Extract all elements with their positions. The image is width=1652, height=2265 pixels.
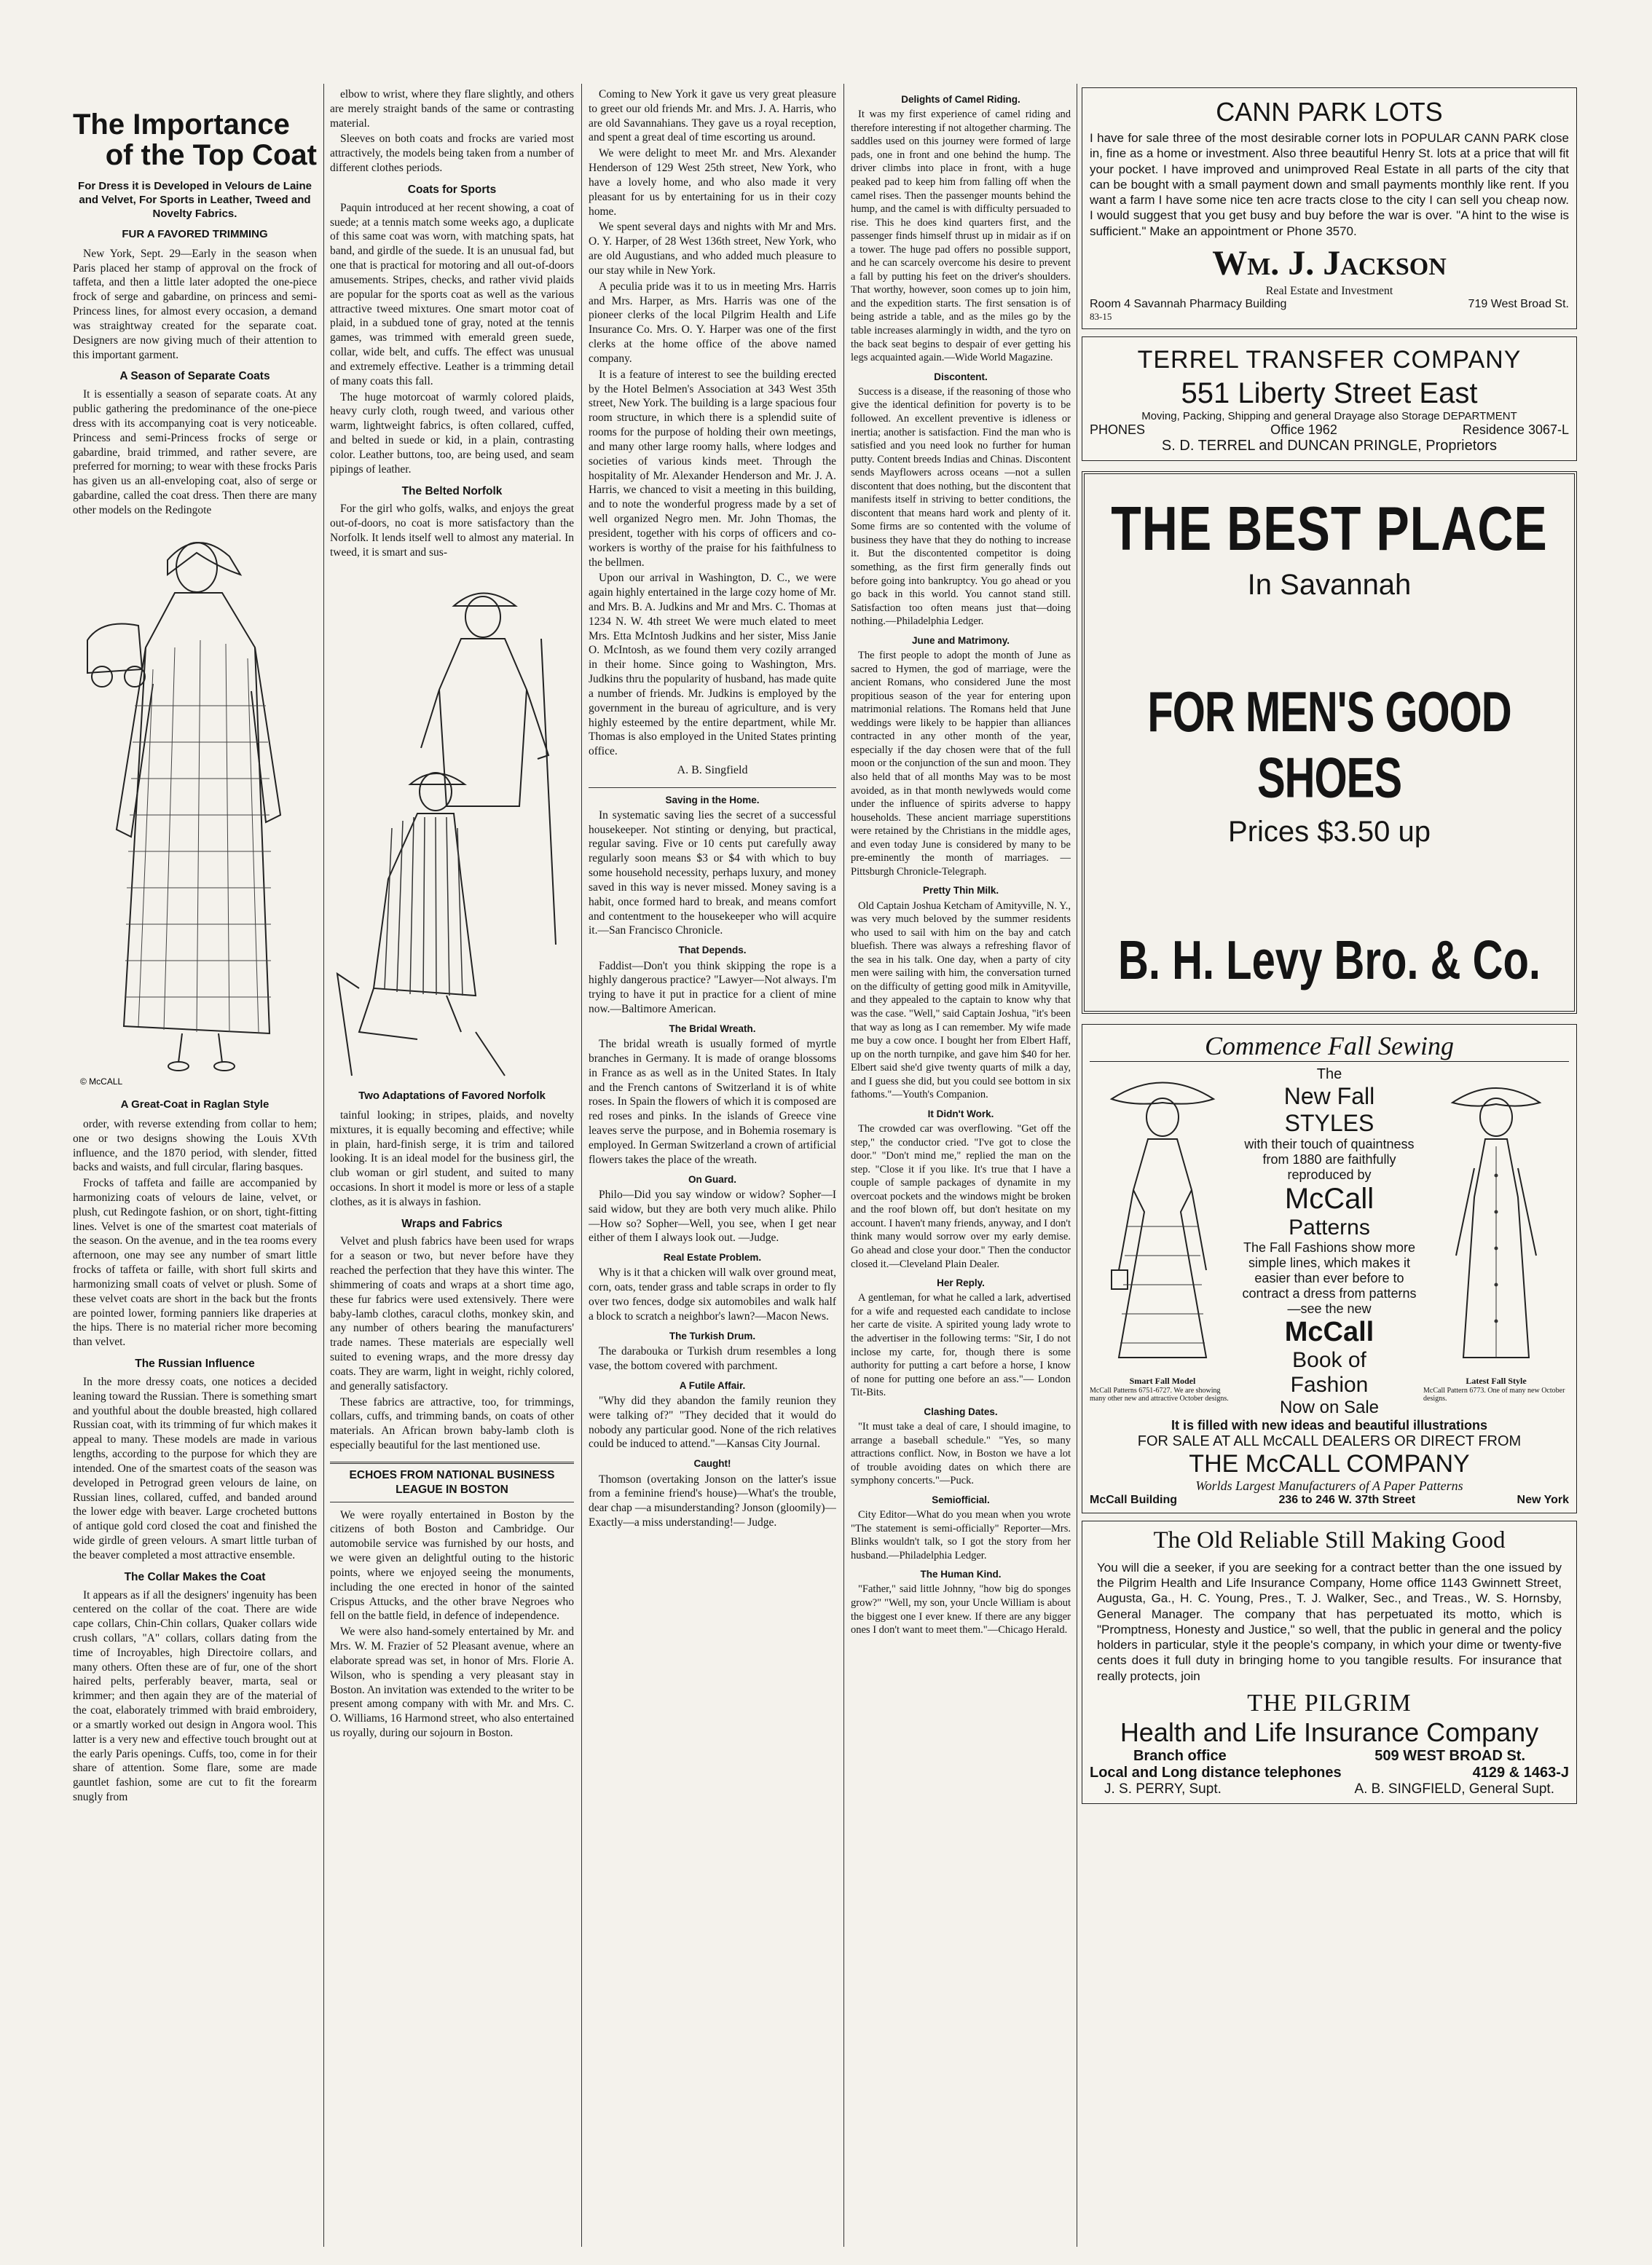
paragraph: The bridal wreath is usually formed of myrtle branches in Germany. It is made of orange blossoms in France as as well as in the United States. In Italy and the French cantons of Switzerland it is of white roses. In Spain the flowers of which it is composed are red roses and pinks. In the islands of Greece vine leaves serve the purpose, and in Bohemia rosemary is employed. In German Switzerland a crown of artificial flowers takes the place of the wreath. <box>589 1038 836 1166</box>
company-tagline: Worlds Largest Manufacturers of A Paper Patterns <box>1195 1478 1463 1493</box>
paragraph: Frocks of taffeta and faille are accompanied by harmonizing coats of velours de laine, velvet, or plush, cut Redingote fashion, or on short, tight-fitting lines. Velvet is one of the smartest coat materials of the season. On the avenue, and in the tea rooms every afternoon, one may see any number of smart little frocks of taffeta or faille, with short full skirts and harmonizing small coats of velvet or plush. Some of these velvet coats are short in the back but the fronts are pointed lower, forming panniers like draperies at the hips. There is no material richer more becoming than velvet. <box>73 1177 317 1349</box>
paragraph: It was my first experience of camel riding and therefore interesting if not altogether charming. The saddles used on this journey were formed of large pads, one in front and one behind the hump. The driver climbs into place in front, with a huge peaked pad to keep him from falling off when the camel rises. Then the passenger mounts behind the hump, and the camel is with difficulty persuaded to rise. This he does kind quarters first, and the passenger finds himself thrust up in midair as if on a tower. The huge pad offers no possible support, and he can scarcely overcome his desire to prevent a fall by putting his feet on the driver's shoulders. That worthy, however, soon comes up to join him, and the expedition starts. The first sensation is of being astride a table, and as the miles go by the table increases alarmingly in width, and the tyro on the back seat begins to despair of ever getting his legs acquainted again.—Wide World Magazine. <box>851 109 1071 364</box>
ads-column <box>1082 87 1577 1811</box>
ad-line: The Fall Fashions show more simple lines, which makes it easier than ever before to contract a dress from patterns—see the new <box>1242 1240 1417 1316</box>
company-city: New York <box>1517 1493 1569 1506</box>
section-heading: Semiofficial. <box>932 1494 990 1505</box>
ad-line: Now on Sale <box>1279 1397 1380 1417</box>
section-heading: Discontent. <box>934 371 988 382</box>
divider <box>589 787 836 788</box>
ad-line: McCall <box>1284 1182 1374 1215</box>
ad-body: You will die a seeker, if you are seeking for a contract better than the one issued by the Pilgrim Health and Life Insurance Company, Home office 1143 Gwinnett Street, Augusta, Ga., H. C. Young, Pres., T. J. Walker, Sec., and Treas., W. S. Hornsby, General Manager. The company that has perpetuated its motto, which is "Promptness, Honesty and Justice," so well, that the public in general and the policy holders in particular, style it the people's company, in which your dime or twenty-five cents does it full duty in bringing home to you tangible results. For insurance that really protects, join <box>1097 1560 1562 1683</box>
advertiser-name: B. H. Levy Bro. & Co. <box>1117 929 1541 991</box>
section-heading: A Futile Affair. <box>679 1379 746 1391</box>
paragraph: We were royally entertained in Boston by the citizens of both Boston and Cambridge. Our automobile service was furnished by our hosts, and we were given an delightful outing to the historic points, where we enjoyed seeing the monuments, including the one erected in honor of the sainted Crispus Attucks, and the other brave Negroes who fell on the battle field, in defence of independence. <box>330 1508 574 1623</box>
column-rule <box>581 84 582 2247</box>
figure-caption: Two Adaptations of Favored Norfolk <box>358 1089 546 1102</box>
phone-numbers: 4129 & 1463-J <box>1472 1764 1569 1781</box>
paragraph: It appears as if all the designers' ingenuity has been centered on the collar of the coat. There are wide cape collars, Chin-Chin collars, Quaker collars wide crush collars, "A" collars, collars dating from the time of Incroyables, high Directoire collars, and many others. Often these are of fur, one of the short haired pelts, perferably beaver, marta, seal or krimmer; and then again they are of the material of the coat, elaborately trimmed with braid embroidery, or a smartly worked out design in Angora wool. This latter is a very new and effective touch brought out at the early Paris openings. Cuffs, too, come in for their share of attention. Some flare, some are made gauntlet fashion, some are cut to fit the forearm snugly from <box>73 1588 317 1804</box>
signature: A. B. Singfield <box>677 764 748 777</box>
norfolk-illustration <box>330 566 574 1083</box>
section-heading: Wraps and Fabrics <box>401 1217 503 1230</box>
ad-line: Patterns <box>1289 1215 1370 1240</box>
branch-label: Branch office <box>1133 1747 1227 1764</box>
paragraph: "Why did they abandon the family reunion they were talking of?" "They decided that it would do nobody any particular good. None of the rich relatives could be induced to attend."—Kansas City Journal. <box>589 1394 836 1451</box>
paragraph: A gentleman, for what he called a lark, advertised for a wife and requested each candidate to inclose her carte de visite. A spirited young lady wrote to the advertiser in the following terms: "Sir, I do not inclose my carte, for, though there is some authority for putting a cart before a horse, I know of none for putting one before an ass."— London Tit-Bits. <box>851 1292 1071 1399</box>
paragraph: We were delight to meet Mr. and Mrs. Alexander Henderson of 129 West 25th street, New York, who have a lovely home, and who also made it very pleasant for us by entertaining for us in their cozy home. <box>589 147 836 218</box>
ad-line: Book of <box>1292 1347 1366 1372</box>
figure-caption: Latest Fall Style <box>1466 1375 1527 1386</box>
ad-line: Fashion <box>1290 1372 1369 1397</box>
section-heading: The Bridal Wreath. <box>669 1023 756 1034</box>
ad-line: The <box>1316 1065 1342 1082</box>
ad-title: Commence Fall Sewing <box>1090 1031 1569 1062</box>
paragraph: tainful looking; in stripes, plaids, and novelty mixtures, it is equally becoming and effective; while in plain, hard-finish serge, it is trim and tailored looking. It is an ideal model for the business girl, the club woman or girl student, and suited to many occasions. In short it model is more or less of a staple clothes, as it is always in fashion. <box>330 1108 574 1208</box>
ad-subheadline: In Savannah <box>1247 568 1412 601</box>
section-heading: Real Estate Problem. <box>663 1252 762 1264</box>
paragraph: It is a feature of interest to see the building erected by the Hotel Belmen's Association at 343 West 35th street, New York. The building is a large spacious four room structure, in which there is a splendid suite of rooms for the purpose of holding their own meetings, and many other large roomy halls, where lodges and societies of various kinds meet. Through the hospitality of Mr. Alexander Henderson and Mr. J. A. Harris, we chanced to visit a meeting in this building, and to note the wonderful progress made by a set of well organized Negro men. Mr. John Thomas, the president, together with his corps of officers and co-workers is worthy of the praise for his faithfulness to the bellmen. <box>589 368 836 569</box>
company-street: 236 to 246 W. 37th Street <box>1278 1493 1416 1506</box>
column-3 <box>589 87 836 2243</box>
paragraph: Philo—Did you say window or widow? Sopher—I said widow, but they are both very much alike. Philo—How so? Sopher—Well, you see, when I get near either of them I always look out. —Judge. <box>589 1188 836 1245</box>
section-heading: Saving in the Home. <box>665 794 760 805</box>
fashion-figure-right <box>1423 1066 1569 1372</box>
ad-title: TERREL TRANSFER COMPANY <box>1137 345 1522 374</box>
ad-title: CANN PARK LOTS <box>1216 97 1443 127</box>
figure-caption: Smart Fall Model <box>1129 1375 1196 1386</box>
ad-line: FOR SALE AT ALL McCALL DEALERS OR DIRECT FROM <box>1137 1433 1522 1449</box>
section-heading: Pretty Thin Milk. <box>922 885 999 897</box>
column-rule <box>843 84 844 2247</box>
paragraph: order, with reverse extending from collar to hem; one or two designs showing the Louis XVth influence, and the 1870 period, with slender, fitted backs and waists, and full circular, flaring basques. <box>73 1117 317 1174</box>
headline-subdeck: FUR A FAVORED TRIMMING <box>122 227 268 240</box>
column-2 <box>330 87 574 2243</box>
section-heading: It Didn't Work. <box>927 1108 994 1119</box>
figure-note: McCall Pattern 6773. One of many new October designs. <box>1423 1386 1565 1403</box>
paragraph: The huge motorcoat of warmly colored plaids, heavy curly cloth, rough tweed, and various other warm, lightweight fabrics, is often collared, cuffed, and belted in suede or kid, in a plain, contrasting color. Leather buttons, too, are being used, and seam pipings of leather. <box>330 390 574 476</box>
paragraph: New York, Sept. 29—Early in the season when Paris placed her stamp of approval on the frock of taffeta, and then a little later adopted the one-piece frock of serge and gabardine, on princess and semi-Princess lines, for almost every occasion, a demand was straightway created for the separate coat. Designers are now giving much of their attention to this important garment. <box>73 247 317 361</box>
section-heading: The Human Kind. <box>920 1569 1002 1580</box>
ad-line: STYLES <box>1284 1109 1374 1136</box>
company-name: THE PILGRIM <box>1247 1689 1412 1717</box>
paragraph: Coming to New York it gave us very great pleasure to greet our old friends Mr. and Mrs. J. A. Harris, who are old Savannahians. They gave us a royal reception, and spent a great deal of time escorting us around. <box>589 88 836 144</box>
section-heading: Clashing Dates. <box>924 1406 998 1417</box>
article-headline: ECHOES FROM NATIONAL BUSINESS LEAGUE IN BOSTON <box>330 1462 574 1502</box>
section-heading: Delights of Camel Riding. <box>901 94 1020 105</box>
branch-address: 509 WEST BROAD St. <box>1374 1747 1525 1764</box>
terrel-transfer-ad <box>1082 336 1577 461</box>
mccall-ad <box>1082 1024 1577 1513</box>
paragraph: Paquin introduced at her recent showing, a coat of suede; at a tennis match some weeks ago, a duplicate of this same coat was worn, with matching spats, hat band, and girdle of the suede. It is an unusual fad, but one that is practical for motoring and all out-of-doors amusements. Stripes, checks, and rather vivid plaids are popular for the sports coat as well as the various attractive tweed mixtures. One smart motor coat of plaid, in a subdued tone of gray, noted at the tennis games, was trimmed with emerald green suede, collar, wide belt, and cuffs. The effect was unusual and extremely effective. Leather is a trimming detail of many coats this fall. <box>330 201 574 387</box>
headline-deck: For Dress it is Developed in Velours de Laine and Velvet, For Sports in Leather, Tweed and Novelty Fabrics. <box>78 180 312 221</box>
ad-line: with their touch of quaintness from 1880 are faithfully reproduced by <box>1244 1136 1415 1182</box>
paragraph: The first people to adopt the month of June as sacred to Hymen, the god of marriage, were the ancient Romans, who considered June the most propitious season of the year for entering upon matrimonial relations. The Romans held that June weddings were likely to be happier than alliances contracted in any other month of the year, especially if the day chosen were that of the full moon or the conjunction of the sun and moon. They also held that of all months May was to be most avoided, as in that month newlyweds would come under the influence of spirits adverse to happy households. These ancient marriage superstitions were retained by the Christians in the middle ages, and even today June is considered by many to be pre-eminently the month of marriages. — Pittsburgh Chronicle-Telegraph. <box>851 650 1071 878</box>
ad-address: 551 Liberty Street East <box>1181 377 1478 409</box>
levy-shoes-ad <box>1082 471 1577 1014</box>
ad-subtitle: Real Estate and Investment <box>1265 284 1393 297</box>
section-heading: June and Matrimony. <box>911 634 1010 646</box>
headline-line2: of the Top Coat <box>105 139 317 171</box>
column-rule <box>323 84 324 2247</box>
office-phone: Office 1962 <box>1270 422 1337 437</box>
superintendent: J. S. PERRY, Supt. <box>1104 1781 1222 1797</box>
paragraph: For the girl who golfs, walks, and enjoys the great out-of-doors, no coat is more satisfactory than the Norfolk. It lends itself well to almost any material. In tweed, it is smart and sus- <box>330 503 574 559</box>
company-name-line2: Health and Life Insurance Company <box>1120 1717 1539 1747</box>
coat-illustration <box>73 524 317 1092</box>
paragraph: Faddist—Don't you think skipping the rope is a highly dangerous practice? "Lawyer—Not always. I'm trying to have it put in practice for a client of mine now.—Baltimore American. <box>589 959 836 1016</box>
paragraph: "Father," said little Johnny, "how big do sponges grow?" "Well, my son, your Uncle William is about the biggest one I ever knew. If there are any bigger ones I don't want to meet them."—Chicago Herald. <box>851 1583 1071 1636</box>
paragraph: elbow to wrist, where they flare slightly, and others are merely straight bands of the same or contrasting material. <box>330 88 574 130</box>
ad-title: The Old Reliable Still Making Good <box>1153 1527 1506 1553</box>
section-heading: A Season of Separate Coats <box>119 370 270 383</box>
section-heading: Caught! <box>693 1458 731 1470</box>
phones-label: PHONES <box>1090 422 1146 437</box>
figure-note: McCall Patterns 6751-6727. We are showing many other new and attractive October designs. <box>1090 1386 1229 1403</box>
pilgrim-insurance-ad <box>1082 1521 1577 1804</box>
paragraph: Success is a disease, if the reasoning of those who give the identical definition for poverty is to be followed. An excellent preventive is idleness or inertia; another is satisfaction. Find the man who is satisfied and you need look no further for human putty. Content breeds Indias and Chinas. Discontent sends Mayflowers across oceans —not a sullen discontent that does nothing, but the discontent that manifests itself in striving to better conditions, the discontent that means hard work and plenty of it. Some firms are so contented with the volume of business they have that they do nothing to increase it. But the discontented competitor is doing something, as the first firm generally finds out before going into bankruptcy. You go ahead or you go back in this world. You cannot stand still. Satisfaction too often means just that—doing nothing.—Philadelphia Ledger. <box>851 385 1071 628</box>
section-heading: The Russian Influence <box>135 1358 255 1371</box>
paragraph: In the more dressy coats, one notices a decided leaning toward the Russian. There is something smart and youthful about the double breasted, high collared Russian coat, with its trimming of fur which makes it appeal to many. These models are made in various lengths, according to the purpose for which they are intended. One of the smartest coats of the season was developed in Petrograd green velours de laine, on Russian lines, collared, cuffed, and banded around the lower edge with beaver. Large crocheted buttons of antique gold cord closed the coat and finished the wide girdle of green velours. A smart little turban of the beaver completed a most attractive ensemble. <box>73 1375 317 1561</box>
fig-credit: © McCALL <box>80 1076 123 1087</box>
phones-label: Local and Long distance telephones <box>1090 1764 1342 1781</box>
section-heading: On Guard. <box>688 1173 736 1185</box>
ad-line: McCall <box>1284 1316 1374 1347</box>
paragraph: Sleeves on both coats and frocks are varied most attractively, the models being taken from a number of different clothes periods. <box>330 133 574 175</box>
ad-proprietors: S. D. TERREL and DUNCAN PRINGLE, Proprietors <box>1161 437 1498 454</box>
section-heading: The Turkish Drum. <box>669 1330 756 1342</box>
ad-line: New Fall <box>1283 1082 1375 1109</box>
company-name: THE McCALL COMPANY <box>1189 1449 1470 1478</box>
paragraph: The darabouka or Turkish drum resembles a long vase, the bottom covered with parchment. <box>589 1345 836 1372</box>
section-heading: The Belted Norfolk <box>401 484 503 497</box>
section-heading: Her Reply. <box>937 1277 985 1289</box>
general-superintendent: A. B. SINGFIELD, General Supt. <box>1354 1781 1554 1797</box>
company-building: McCall Building <box>1090 1493 1177 1506</box>
ad-headline: THE BEST PLACE <box>1111 494 1548 564</box>
column-1 <box>73 87 317 2243</box>
residence-phone: Residence 3067-L <box>1462 422 1569 437</box>
paragraph: We were also hand-somely entertained by Mr. and Mrs. W. M. Frazier of 52 Pleasant avenue, where an elaborate spread was set, in honor of Mrs. Florie A. Wilson, who is spending a very pleasant stay in Boston. An invitation was extended to the writer to be present among company with with Mr. and Mrs. C. O. Williams, 16 Harmond street, who also entertained us royally, during our sojourn in Boston. <box>330 1626 574 1739</box>
section-heading: Coats for Sports <box>407 183 497 196</box>
paragraph: Velvet and plush fabrics have been used for wraps for a season or two, but never before have they reached the perfection that they have this winter. The shimmering of coats and wraps at a short time ago, these fur fabrics were used extensively. There were baby-lamb clothes, caracul cloths, monkey skin, and any number of others bearing the manufacturers' trade names. These materials are especially well suited to evening wraps, and the more dressy day coats. They are warm, light in weight, richly colored, and generally satisfactory. <box>330 1235 574 1393</box>
ad-body: I have for sale three of the most desirable corner lots in POPULAR CANN PARK close in, fine as a home or investment. Also three beautiful Henry St. lots at a price that will fit your pocket. I have improved and unimproved Real Estate in all parts of the city that can be bought with a small payment down and small payments monthly like rent. If you want a farm I have some nice ten acre tracts close to the city I can sell you cheap now. I would suggest that you get busy and buy before the war is over. "A hint to the wise is sufficient." Make an appointment or Phone 3570. <box>1090 131 1569 238</box>
paragraph: A peculia pride was it to us in meeting Mrs. Harris and Mrs. Harper, as Mrs. Harris was one of the pioneer clerks of the local Pilgrim Health and Life Insurance Co. Mrs. O. Y. Harper was one of the first clerks at the home office of the above named company. <box>589 280 836 365</box>
ad-address-street: 719 West Broad St. <box>1468 297 1569 310</box>
fashion-figure-left <box>1090 1066 1235 1372</box>
paragraph: Old Captain Joshua Ketcham of Amityville, N. Y., was very much beloved by the summer residents who used to sail with him on the bay and catch bluefish. There was always a refreshing flavor of the sea in his talk. One day, when a party of city men were sailing with him, the conversation turned on the difficulty of getting good milk in Amityville, and they appealed to the captain to know why that was the case. "Well," said Captain Joshua, "it's been that way as long as I can remember. My wife made me buy a cow once. I bought her from Elbert Haff, up on the north turnpike, and gave him $40 for her. Elbert said she'd give twenty quarts of milk a day, and I guess she did, but you could see bottom in six fathoms."—Youth's Companion. <box>851 899 1071 1101</box>
paragraph: City Editor—What do you mean when you wrote "The statement is semi-officially" Reporter—Mrs. Blinks wouldn't talk, so I got the story from her husband.—Philadelphia Ledger. <box>851 1508 1071 1561</box>
paragraph: We spent several days and nights with Mr and Mrs. O. Y. Harper, of 28 West 136th street, New York, who are old Augustians, and who added much pleasure to our stay while in New York. <box>589 221 836 277</box>
section-heading: The Collar Makes the Coat <box>124 1570 266 1583</box>
paragraph: In systematic saving lies the secret of a successful housekeeper. Not stinting or denying, but practical, regular saving. Five or 10 cents put carefully away regularly soon means $3 or $4 with which to buy some household necessity, perhaps luxury, and money saved in this way is never missed. Money saving is a habit, once formed hard to break, and means comfort and contentment to the housekeeper who will acquire it.—San Francisco Chronicle. <box>589 808 836 937</box>
headline-line1: The Importance <box>73 109 290 141</box>
ad-price: Prices $3.50 up <box>1228 815 1431 848</box>
ad-code: 83-15 <box>1090 310 1112 322</box>
column-4 <box>851 87 1071 2243</box>
paragraph: The crowded car was overflowing. "Get off the step," the conductor cried. "I've got to close the door." "Don't mind me," replied the man on the step. "Close it if you like. It's true that I have a couple of sample packages of dynamite in my overcoat pockets and the windows might be broken and the roof blown off, but don't hesitate on my account. I haven't many friends, anyway, and I don't think many would sorrow over my early demise. Go ahead and close your door." Then the conductor closed it.—Cleveland Plain Dealer. <box>851 1123 1071 1270</box>
paragraph: These fabrics are attractive, too, for trimmings, collars, cuffs, and trimming bands, on coats of other materials. An African brown baby-lamb cloth is especially beautiful for the last mentioned use. <box>330 1395 574 1452</box>
paragraph: Upon our arrival in Washington, D. C., we were again highly entertained in the large cozy home of Mr. and Mrs. B. A. Judkins and Mr and Mrs. C. Thomas at 1234 N. W. 4th street We were much elated to meet Mrs. Etta McIntosh Judkins and her sister, Miss Janie O. McIntosh, as we found them very cozily arranged in their home. Since going to Washington, Mrs. Judkins thru the popularity of husband, has made quite a number of friends. Mr. Judkins is employed by the government in the bureau of agriculture, and is very highly esteemed by the entire department, while Mr. Thomas is also employed in the United States printing office. <box>589 572 836 758</box>
section-heading: That Depends. <box>678 945 747 956</box>
paragraph: Thomson (overtaking Jonson on the latter's issue from a feminine friend's house)—What's the trouble, dear chap —a misunderstanding? Jonson (gloomily)—Exactly—a miss understanding!— Judge. <box>589 1473 836 1529</box>
ad-product: FOR MEN'S GOOD SHOES <box>1147 680 1511 810</box>
paragraph: It is essentially a season of separate coats. At any public gathering the predominance of the one-piece dress with its accompanying coat is very noticeable. Princess and semi-Princess frocks of serge or gabardine, braid trimmed, and rather severe, are preferred for morning; to wear with these frocks Paris has given us an all-enveloping coat, also of serge or gabardine, called the coat dress. Then there are many other models on the Redingote <box>73 388 317 516</box>
ad-services: Moving, Packing, Shipping and general Drayage also Storage DEPARTMENT <box>1141 409 1517 422</box>
ad-address: Room 4 Savannah Pharmacy Building <box>1090 297 1287 310</box>
cann-park-ad <box>1082 87 1577 329</box>
paragraph: Why is it that a chicken will walk over ground meat, corn, oats, tender grass and table scraps in order to fly over two fences, dodge six automobiles and walk half a block to scratch a neighbor's lawn?—Macon News. <box>589 1267 836 1323</box>
advertiser-name: Wm. J. Jackson <box>1212 243 1447 283</box>
figure-caption: A Great-Coat in Raglan Style <box>120 1098 270 1111</box>
ad-line: It is filled with new ideas and beautiful illustrations <box>1171 1417 1488 1433</box>
paragraph: "It must take a deal of care, I should imagine, to arrange a baseball schedule." "Yes, so many attractions conflict. Now, in Boston we have a lot of trouble avoiding dates on which there are symphony concerts."—Puck. <box>851 1420 1071 1487</box>
